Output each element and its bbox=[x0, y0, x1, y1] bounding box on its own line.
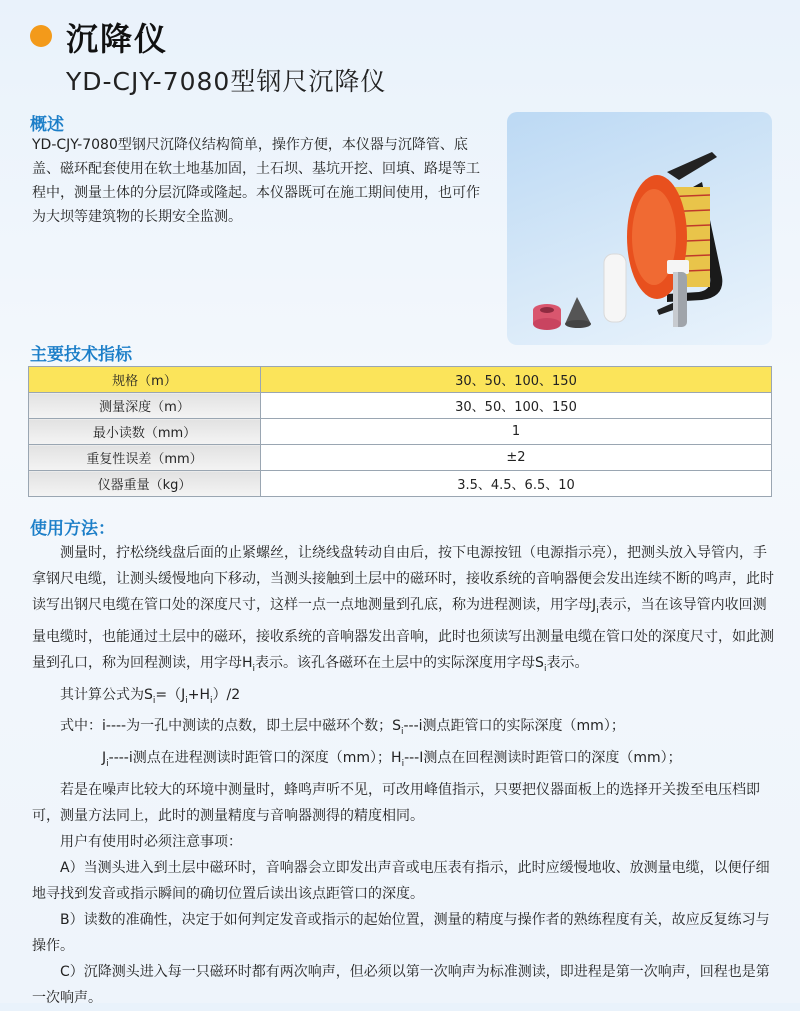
overview-text: YD-CJY-7080型钢尺沉降仪结构简单，操作方便，本仪器与沉降管、底盖、磁环配套使用在软土地基加固，土石坝、基坑开挖、回填、路堤等工程中，测量土体的分层沉降或隆起。本仪器既可在施工期间使用，也可作为大坝等建筑物的长期安全监测。 bbox=[32, 137, 480, 225]
table-row bbox=[29, 445, 772, 471]
spec-table bbox=[28, 366, 772, 497]
usage-body bbox=[32, 540, 780, 1011]
usage-note: A）当测头进入到土层中磁环时，音响器会立即发出声音或电压表有指示，此时应缓慢地收、放测量电缆，以便仔细地寻找到发音或指示瞬间的确切位置后读出该点距管口的深度。 bbox=[32, 859, 770, 902]
spec-key: 测量深度（m） bbox=[29, 393, 261, 419]
spec-value: 30、50、100、150 bbox=[261, 393, 772, 419]
usage-paragraph: 用户有使用时必须注意事项： bbox=[60, 833, 242, 850]
page-title: 沉降仪 bbox=[66, 20, 169, 58]
usage-note: B）读数的准确性，决定于如何判定发音或指示的起始位置，测量的精度与操作者的熟练程度有关，故应反复练习与操作。 bbox=[32, 911, 770, 954]
spec-value: 1 bbox=[261, 419, 772, 445]
table-row bbox=[29, 367, 772, 393]
spec-key: 最小读数（mm） bbox=[29, 419, 261, 445]
spec-value: ±2 bbox=[261, 445, 772, 471]
usage-formula: 其计算公式为$S_i=(J_i+H_i)/2$ bbox=[60, 686, 241, 706]
table-row bbox=[29, 419, 772, 445]
spec-key: 仪器重量（kg） bbox=[29, 471, 261, 497]
title-bullet-icon bbox=[30, 25, 52, 47]
usage-heading: 使用方法： bbox=[30, 519, 115, 539]
table-row bbox=[29, 393, 772, 419]
table-row bbox=[29, 471, 772, 497]
specs-heading: 主要技术指标 bbox=[30, 345, 132, 365]
usage-note: C）沉降测头进入每一只磁环时都有两次响声，但必须以第一次响声为标准测读，即进程是第一次响声，回程也是第一次响声。 bbox=[32, 963, 770, 1006]
usage-paragraph: 若是在噪声比较大的环境中测量时，蜂鸣声听不见，可改用峰值指示，只要把仪器面板上的选择开关拨至电压档即可，测量方法同上，此时的测量精度与音响器测得的精度相同。 bbox=[32, 781, 760, 824]
spec-key: 规格（m） bbox=[29, 367, 261, 393]
product-photo bbox=[507, 112, 772, 345]
settlement-gauge-reel-image bbox=[507, 112, 772, 345]
usage-formula-legend: 式中：i----为一孔中测读的点数，即土层中磁环个数；$S_i---i$测点距管口的实际深度（mm）； bbox=[60, 718, 625, 738]
product-model-title: YD-CJY-7080型钢尺沉降仪 bbox=[66, 67, 387, 96]
usage-formula-legend: $J_i----i$测点在进程测读时距管口的深度（mm）；$H_i---I$测点在回程测读时距管口的深度（mm）； bbox=[102, 750, 682, 769]
spec-key: 重复性误差（mm） bbox=[29, 445, 261, 471]
spec-value: 3.5、4.5、6.5、10 bbox=[261, 471, 772, 497]
usage-paragraph: 测量时，拧松绕线盘后面的止紧螺丝，让绕线盘转动自由后，按下电源按钮（电源指示亮），把测头放入导管内，手拿钢尺电缆，让测头缓慢地向下移动，当测头接触到土层中的磁环时，接收系统的音响器便会发出连续不断的鸣声，此时读写出钢尺电缆在管口处的深度尺寸，这样一点一点地测量到孔底，称为进程测读，用字母$J_i$表示，当在该导管内收回测量电缆时，也能通过土层中的磁环，接收系统的音响器发出音响，此时也须读写出测量电缆在管口处的深度尺寸，如此测量到孔口，称为回程测读，用字母$H_i$表示。该孔各磁环在土层中的实际深度用字母$S_i$表示。 bbox=[32, 545, 774, 674]
spec-value: 30、50、100、150 bbox=[261, 367, 772, 393]
overview-heading: 概述 bbox=[30, 115, 64, 135]
